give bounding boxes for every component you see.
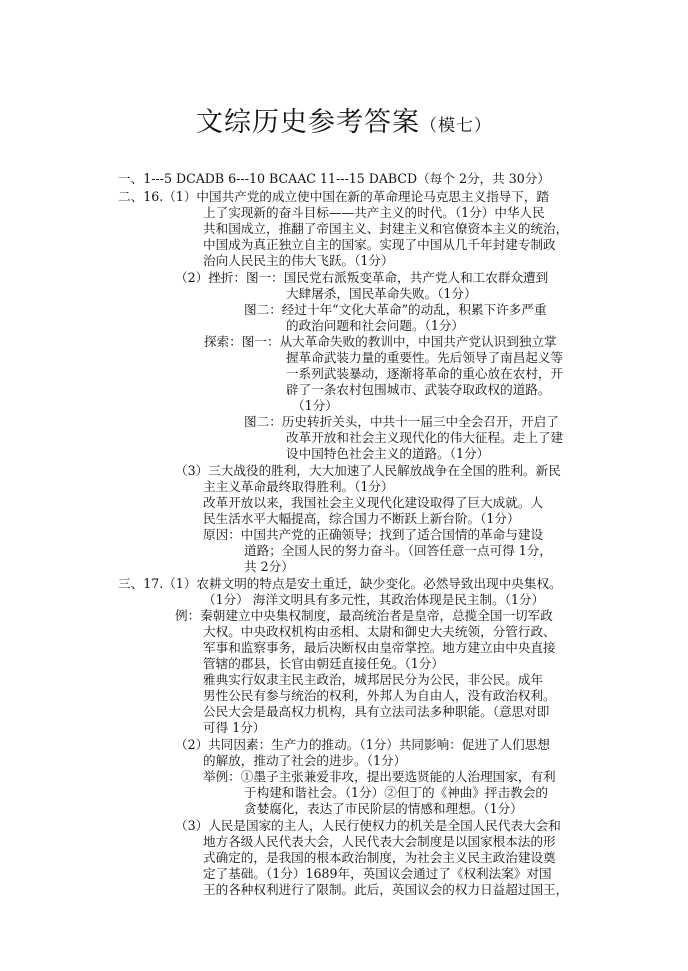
answer-line: 图二：经过十年“文化大革命”的动乱，积累下许多严重 — [244, 302, 547, 317]
answer-line: 改革开放和社会主义现代化的伟大征程。走上了建 — [286, 430, 564, 445]
answer-line: 共 2分） — [244, 559, 294, 574]
title-main: 文综历史参考答案 — [196, 107, 420, 138]
answer-line: 中国成为真正独立自主的国家。实现了中国从几千年封建专制政 — [203, 237, 556, 252]
answer-line: 探索：图一：从大革命失败的教训中，中国共产党认识到独立掌 — [204, 334, 557, 349]
answer-line: 治向人民民主的伟大飞跃。（1分） — [203, 253, 394, 268]
answer-line: 雅典实行奴隶主民主政治，城邦居民分为公民，非公民。成年 — [203, 672, 544, 687]
answer-line: 设中国特色社会主义的道路。（1分） — [286, 446, 490, 461]
answer-line: 管辖的郡县，长官由朝廷直接任免。（1分） — [203, 656, 444, 671]
answer-line: 王的各种权利进行了限制。此后，英国议会的权力日益超过国王， — [203, 882, 569, 897]
title-subtitle: （模七） — [420, 116, 492, 136]
answer-line: 的解放，推动了社会的进步。（1分） — [203, 753, 407, 768]
answer-line: 公民大会是最高权力机构，具有立法司法多种职能。（意思对即 — [203, 704, 550, 719]
answer-line: （2）挫折：图一：国民党右派叛变革命，共产党人和工农群众遭到 — [175, 270, 549, 285]
answer-line: 大肆屠杀，国民革命失败。（1分） — [286, 286, 477, 301]
answer-line: 民生活水平大幅提高，综合国力不断跃上新台阶。（1分） — [203, 511, 520, 526]
answer-line: 男性公民有参与统治的权利，外邦人为自由人，没有政治权利。 — [203, 688, 556, 703]
answer-line: 于构建和谐社会。（1分）②但丁的《神曲》抨击教会的 — [244, 785, 548, 800]
answer-line: （1分） 海洋文明具有多元性，其政治体现是民主制。（1分） — [203, 592, 545, 607]
answer-line: 一、1---5 DCADB 6---10 BCAAC 11---15 DABCD（每个 2分，共 30分） — [118, 171, 550, 186]
answer-line: 共和国成立，推翻了帝国主义、封建主义和官僚资本主义的统治， — [203, 221, 569, 236]
answer-line: 图二：历史转折关头，中共十一届三中全会召开，开启了 — [244, 414, 559, 429]
answer-line: 握革命武装力量的重要性。先后领导了南昌起义等 — [286, 350, 564, 365]
answer-line: 大权。中央政权机构由丞相、太尉和御史大夫统领，分管行政、 — [203, 624, 556, 639]
answer-line: 的政治问题和社会问题。（1分） — [286, 318, 465, 333]
answer-line: 举例：①墨子主张兼爱非攻，提出要选贤能的人治理国家，有利 — [203, 769, 556, 784]
answer-line: 二、16.（1）中国共产党的成立使中国在新的革命理论马克思主义指导下，踏 — [118, 189, 550, 204]
page-title — [0, 100, 688, 139]
answer-line: 军事和监察事务，最后决断权由皇帝掌控。地方建立由中央直接 — [203, 640, 556, 655]
answer-line: 辟了一条农村包围城市、武装夺取政权的道路。 — [286, 382, 551, 397]
answer-line: （1分） — [292, 398, 338, 413]
answer-line: 上了实现新的奋斗目标——共产主义的时代。（1分）中华人民 — [203, 205, 545, 220]
answer-line: （3）人民是国家的主人，人民行使权力的机关是全国人民代表大会和 — [175, 818, 561, 833]
answer-line: 原因：中国共产党的正确领导；找到了适合国情的革命与建设 — [203, 527, 544, 542]
answer-line: 地方各级人民代表大会，人民代表大会制度是以国家根本法的形 — [203, 834, 556, 849]
answer-line: 例：秦朝建立中央集权制度，最高统治者是皇帝，总揽全国一切军政 — [175, 608, 553, 623]
answer-line: 主主义革命最终取得胜利。（1分） — [203, 479, 394, 494]
answer-line: （3）三大战役的胜利，大大加速了人民解放战争在全国的胜利。新民 — [175, 463, 561, 478]
answer-line: 道路；全国人民的努力奋斗。（回答任意一点可得 1分， — [244, 543, 552, 558]
answer-line: （2）共同因素：生产力的推动。（1分）共同影响：促进了人们思想 — [175, 737, 550, 752]
answer-line: 式确定的，是我国的根本政治制度，为社会主义民主政治建设奠 — [203, 850, 556, 865]
answer-line: 三、17.（1）农耕文明的特点是安土重迁，缺少变化。必然导致出现中央集权。 — [118, 576, 562, 591]
answer-line: 贪婪腐化，表达了市民阶层的情感和理想。（1分） — [244, 801, 523, 816]
answer-line: 可得 1分） — [203, 720, 266, 735]
answer-line: 定了基础。（1分）1689年，英国议会通过了《权利法案》对国 — [203, 866, 552, 881]
answer-line: 改革开放以来，我国社会主义现代化建设取得了巨大成就。人 — [203, 495, 544, 510]
answer-line: 一系列武装暴动，逐渐将革命的重心放在农村，开 — [286, 366, 564, 381]
